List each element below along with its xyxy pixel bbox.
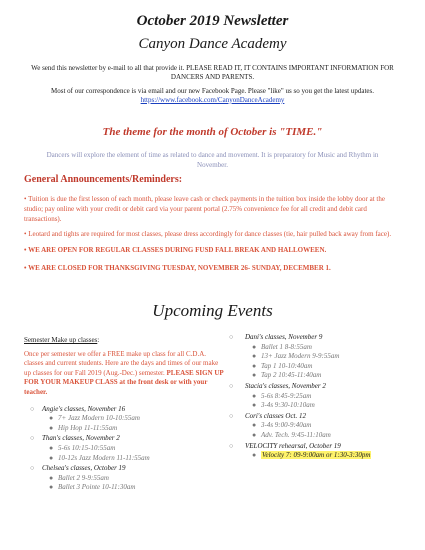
class-item	[252, 451, 415, 461]
group-label: VELOCITY rehearsal, October 19	[245, 441, 341, 450]
dot-bullet-icon: ●	[252, 361, 257, 370]
group-label: Angie's classes, November 16	[42, 404, 126, 413]
events-left-column	[24, 336, 224, 494]
makeup-group-cori	[225, 412, 415, 441]
dot-bullet-icon: ●	[49, 414, 54, 423]
makeup-group-stacia	[225, 382, 415, 411]
semester-makeup-text	[24, 350, 224, 398]
velocity-rehearsal-group	[225, 442, 415, 461]
upcoming-events-heading: Upcoming Events	[152, 301, 273, 320]
dot-bullet-icon: ●	[252, 391, 257, 400]
class-item: ● 5-6s 10:15-10:55am	[49, 443, 116, 452]
semester-makeup-title: Semester Make up classes	[24, 336, 98, 344]
dot-bullet-icon: ●	[252, 451, 257, 460]
class-item: ● Adv. Tech. 9:45-11:10am	[252, 430, 331, 439]
class-item: ● 5-6s 8:45-9:25am	[252, 391, 312, 400]
class-list	[245, 421, 415, 440]
group-label: Dani's classes, November 9	[245, 333, 323, 341]
group-label: Stacia's classes, November 2	[245, 381, 326, 390]
class-item: ● Ballet 3 Pointe 10-11:30am	[49, 483, 136, 492]
announcement-dress-code: • Leotard and tights are required for most classes, please dress accordingly for dance classes (tie, hair pulled back away from face).	[24, 230, 392, 239]
intro-section	[24, 64, 401, 109]
circle-bullet-icon: ○	[30, 434, 35, 443]
semester-makeup-description: Once per semester we offer a FREE make up class for all C.D.A. classes and current students. Here are the days and times of our make up classes for our Fall 2019 (Aug.-Dec.) semester.	[24, 349, 219, 377]
intro-paragraph-email: We send this newsletter by e-mail to all that provide it. PLEASE READ IT, IT CONTAINS IMPORTANT INFORMATION FOR DANCERS AND PARENTS.	[31, 64, 394, 82]
semester-makeup-signup: PLEASE SIGN UP FOR YOUR MAKEUP CLASS at the front desk or with your teacher.	[24, 368, 224, 396]
class-list	[245, 343, 415, 381]
dot-bullet-icon: ●	[49, 423, 54, 432]
class-item: ● Tap 1 10-10:40am	[252, 361, 313, 370]
group-label: Chelsea's classes, October 19	[42, 464, 126, 473]
dot-bullet-icon: ●	[252, 342, 257, 351]
academy-name: Canyon Dance Academy	[138, 36, 287, 52]
makeup-group-than	[24, 434, 224, 463]
class-list	[42, 444, 224, 463]
dot-bullet-icon: ●	[252, 371, 257, 380]
dot-bullet-icon: ●	[49, 473, 54, 482]
announcement-open-fall-break: • WE ARE OPEN FOR REGULAR CLASSES DURING FUSD FALL BREAK AND HALLOWEEN.	[24, 246, 327, 255]
class-item: ● 10-12s Jazz Modern 11-11:55am	[49, 453, 150, 462]
class-item: ● 3-4s 9:30-10:10am	[252, 401, 315, 410]
group-label: Cori's classes Oct. 12	[245, 411, 306, 420]
highlighted-rehearsal-time: Velocity 7: 09-9:00am or 1:30-3:30pm	[262, 451, 371, 460]
circle-bullet-icon: ○	[229, 441, 234, 450]
events-right-column	[225, 333, 415, 462]
circle-bullet-icon: ○	[30, 404, 35, 413]
intro-facebook-text: Most of our correspondence is via email and our new Facebook Page. Please "like" us so you get the latest updates.	[51, 86, 374, 95]
circle-bullet-icon: ○	[30, 464, 35, 473]
class-item: ● 13+ Jazz Modern 9-9:55am	[252, 352, 340, 361]
makeup-group-chelsea	[24, 464, 224, 493]
class-list	[245, 392, 415, 411]
dot-bullet-icon: ●	[252, 352, 257, 361]
announcement-closed-thanksgiving: • WE ARE CLOSED FOR THANKSGIVING TUESDAY, NOVEMBER 26- SUNDAY, DECEMBER 1.	[24, 263, 331, 272]
announcements-list	[24, 195, 404, 282]
dot-bullet-icon: ●	[49, 483, 54, 492]
class-list	[42, 414, 224, 433]
theme-description: Dancers will explore the element of time as related to dance and movement. It is preparatory for Music and Rhythm in November.	[46, 151, 379, 169]
group-label: Than's classes, November 2	[42, 434, 120, 443]
class-list	[42, 474, 224, 493]
dot-bullet-icon: ●	[252, 401, 257, 410]
announcements-heading: General Announcements/Reminders:	[24, 174, 183, 185]
circle-bullet-icon: ○	[229, 381, 234, 390]
newsletter-title: October 2019 Newsletter	[136, 13, 289, 29]
class-list	[245, 451, 415, 461]
class-item: ● Ballet 2 9-9:55am	[49, 473, 109, 482]
facebook-link[interactable]: https://www.facebook.com/CanyonDanceAcademy	[140, 95, 285, 104]
semester-makeup-heading	[24, 336, 224, 346]
circle-bullet-icon: ○	[229, 411, 234, 420]
announcement-tuition: • Tuition is due the first lesson of each month, please leave cash or check payments in the tuition box inside the lobby door at the studio; pay online with your credit or debit card via your parent portal (2.75% convenience fee for all credit and debit card transactions).	[24, 195, 385, 223]
intro-paragraph-facebook	[24, 87, 401, 106]
dot-bullet-icon: ●	[252, 430, 257, 439]
semester-makeup-colon: :	[97, 336, 100, 344]
dot-bullet-icon: ●	[49, 443, 54, 452]
class-item: ● Ballet 1 8-8:55am	[252, 342, 312, 351]
dot-bullet-icon: ●	[49, 453, 54, 462]
class-item: ● 7+ Jazz Modern 10-10:55am	[49, 414, 140, 423]
dot-bullet-icon: ●	[252, 421, 257, 430]
class-item: ● 3-4s 9:00-9:40am	[252, 421, 312, 430]
theme-heading: The theme for the month of October is "TIME."	[102, 126, 323, 138]
class-item: ● Hip Hop 11-11:55am	[49, 423, 118, 432]
makeup-group-dani	[225, 333, 415, 381]
makeup-group-angie	[24, 405, 224, 434]
circle-bullet-icon: ○	[229, 333, 234, 341]
class-item: ● Tap 2 10:45-11:40am	[252, 371, 322, 380]
